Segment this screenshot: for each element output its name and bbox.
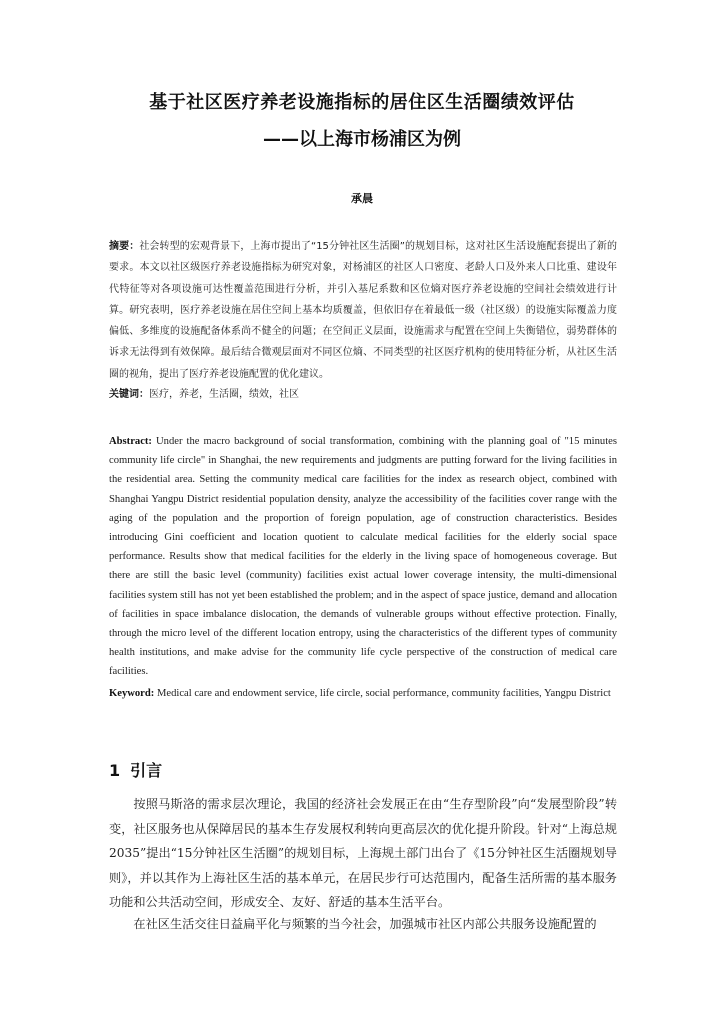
keywords-chinese-text: 医疗，养老，生活圈，绩效，社区	[149, 389, 299, 400]
paper-subtitle: ——以上海市杨浦区为例	[263, 129, 461, 150]
keywords-chinese	[109, 385, 617, 400]
keywords-english-label: Keyword:	[109, 688, 155, 699]
paper-title: 基于社区医疗养老设施指标的居住区生活圈绩效评估	[149, 92, 575, 113]
keywords-english	[109, 684, 617, 703]
body-paragraph-1: 按照马斯洛的需求层次理论，我国的经济社会发展正在由“生存型阶段”向“发展型阶段”转变，社区服务也从保障居民的基本生存发展权利转向更高层次的优化提升阶段。针对“上海总规2035”提出“15分钟社区生活圈”的规划目标，上海规土部门出台了《15分钟社区生活圈规划导则》，并以其作为上海社区生活的基本单元，在居民步行可达范围内，配备生活所需的基本服务功能和公共活动空间，形成安全、友好、舒适的基本生活平台。	[109, 797, 618, 910]
section-number: 1	[109, 761, 121, 780]
keywords-chinese-label: 关键词：	[109, 389, 149, 400]
abstract-chinese	[109, 236, 617, 385]
section-heading	[109, 758, 162, 781]
abstract-chinese-label: 摘要：	[109, 241, 140, 252]
abstract-english-text: Under the macro background of social transformation, combining with the planning goal of "15 minutes community life circle" in Shanghai, the new requirements and judgments are putting forward for the living facilities in the residential area. Setting the community medical care facilities for the index as research object, combined with Shanghai Yangpu District residential population density, analyze the accessibility of the facilities cover range with the aging of the population and the proportion of foreign population, age of construction characteristics. Besides introducing Gini coefficient and location quotient to calculate medical facilities for the elderly social space performance. Results show that medical facilities for the elderly in the living space of homogeneous coverage. But there are still the basic level (community) facilities exist actual lower coverage intensity, the multi-dimensional facilities system still has not yet been established the problem; and in the aspect of space justice, demand and allocation of facilities in space imbalance dislocation, the demands of vulnerable groups without effective protection. Finally, through the micro level of the different location entropy, using the characteristics of the different types of community health institutions, and make advise for the community life cycle perspective of the construction of medical care facilities.	[109, 436, 617, 678]
abstract-english	[109, 432, 617, 682]
body-paragraph-2: 在社区生活交往日益扁平化与频繁的当今社会，加强城市社区内部公共服务设施配置的	[133, 917, 597, 931]
section-title: 引言	[130, 761, 163, 780]
author-name: 承晨	[351, 192, 373, 205]
abstract-chinese-text: 社会转型的宏观背景下，上海市提出了“15分钟社区生活圈”的规划目标，这对社区生活设施配套提出了新的要求。本文以社区级医疗养老设施指标为研究对象，对杨浦区的社区人口密度、老龄人口及外来人口比重、建设年代特征等对各项设施可达性覆盖范围进行分析，并引入基尼系数和区位熵对医疗养老设施的空间社会绩效进行计算。研究表明，医疗养老设施在居住空间上基本均质覆盖，但依旧存在着最低一级（社区级）的设施实际覆盖力度偏低、多维度的设施配备体系尚不健全的问题；在空间正义层面，设施需求与配置在空间上失衡错位，弱势群体的诉求无法得到有效保障。最后结合微观层面对不同区位熵、不同类型的社区医疗机构的使用特征分析，从社区生活圈的视角，提出了医疗养老设施配置的优化建议。	[109, 241, 618, 380]
abstract-english-label: Abstract:	[109, 436, 152, 447]
keywords-english-text: Medical care and endowment service, life circle, social performance, community facilities, Yangpu District	[156, 688, 611, 699]
